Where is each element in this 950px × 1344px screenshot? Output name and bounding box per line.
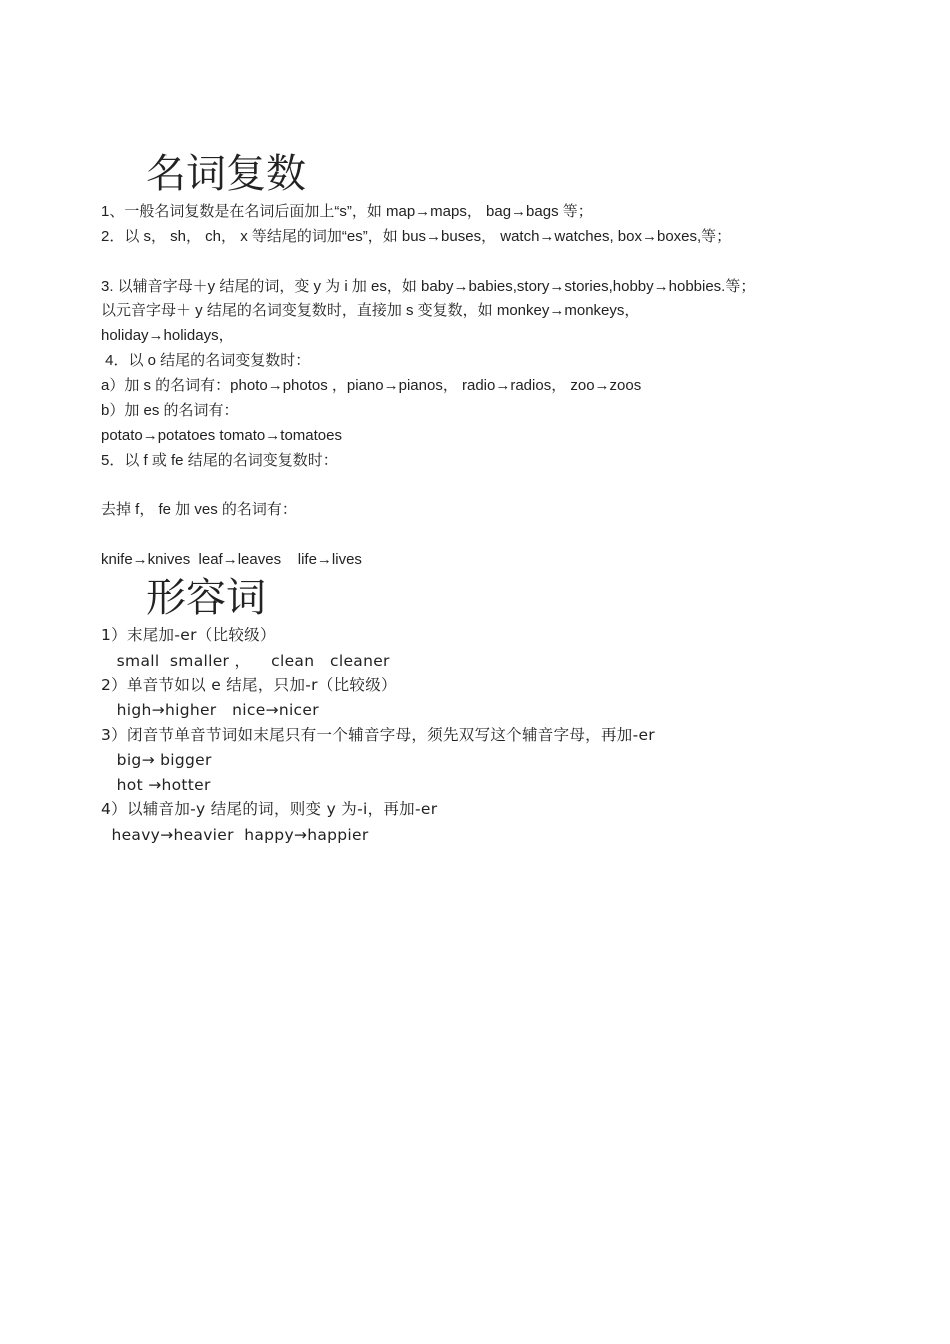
rule-line-4: 以元音字母＋ y 结尾的名词变复数时，直接加 s 变复数，如 monkey→monkeys，	[101, 302, 640, 319]
rule-line-1: 1、一般名词复数是在名词后面加上“s”，如 map→maps， bag→bags 等；	[101, 203, 593, 220]
adj-line-2: small smaller ， clean cleaner	[101, 652, 390, 670]
rule-line-11: 去掉 f， fe 加 ves 的名词有：	[101, 501, 297, 518]
rule-line-7: a）加 s 的名词有：photo→photos ，piano→pianos， radio→radios， zoo→zoos	[101, 377, 642, 394]
rule-line-5: holiday→holidays，	[101, 327, 234, 344]
adj-line-8: 4）以辅音加-y 结尾的词，则变 y 为-i，再加-er	[101, 800, 438, 818]
rule-line-12: knife→knives leaf→leaves life→lives	[101, 551, 362, 568]
rule-line-6: 4．以 o 结尾的名词变复数时：	[101, 352, 311, 369]
adj-line-1: 1）末尾加-er（比较级）	[101, 626, 276, 644]
adj-line-4: high→higher nice→nicer	[101, 701, 319, 719]
rule-line-3: 3. 以辅音字母＋y 结尾的词，变 y 为 i 加 es，如 baby→babies,story→stories,hobby→hobbies.等；	[101, 278, 756, 295]
rule-line-9: potato→potatoes tomato→tomatoes	[101, 427, 342, 444]
adj-line-6: big→ bigger	[101, 751, 212, 769]
rule-line-2: 2．以 s， sh， ch， x 等结尾的词加“es”，如 bus→buses， watch→watches, box→boxes,等；	[101, 228, 732, 245]
adj-line-9: heavy→heavier happy→happier	[101, 826, 369, 844]
rule-line-10: 5．以 f 或 fe 结尾的名词变复数时：	[101, 452, 338, 469]
section-title-adjective: 形容词	[146, 575, 266, 621]
adj-line-5: 3）闭音节单音节词如末尾只有一个辅音字母，须先双写这个辅音字母，再加-er	[101, 726, 655, 744]
adj-line-7: hot →hotter	[101, 776, 211, 794]
section-title-noun-plural: 名词复数	[146, 151, 306, 197]
adj-line-3: 2）单音节如以 e 结尾，只加-r（比较级）	[101, 676, 397, 694]
rule-line-8: b）加 es 的名词有：	[101, 402, 239, 419]
